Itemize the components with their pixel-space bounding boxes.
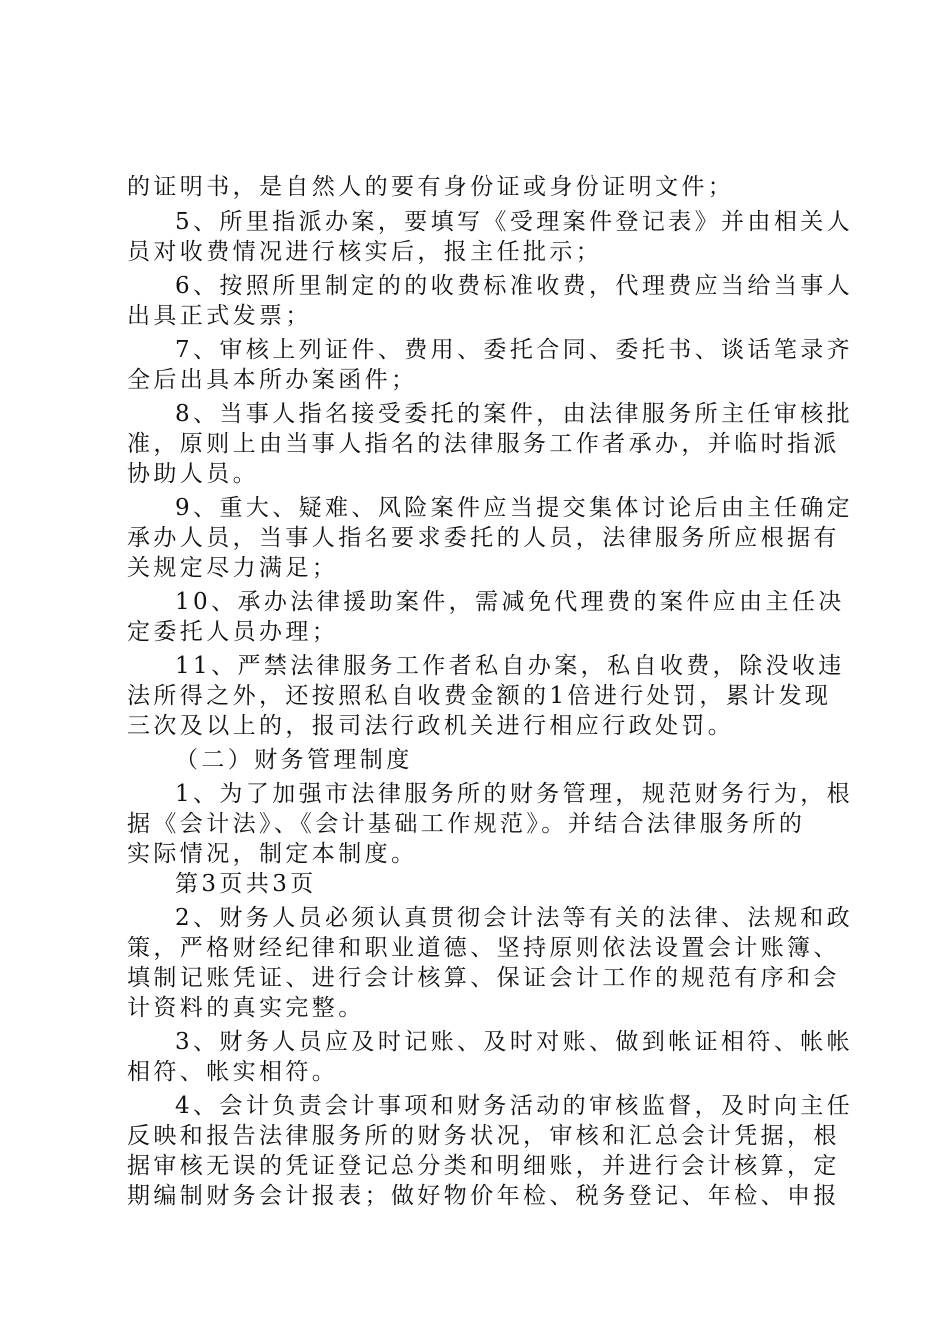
text-line: 7、审核上列证件、费用、委托合同、委托书、谈话笔录齐 (175, 337, 854, 363)
text-line: 的证明书，是自然人的要有身份证或身份证明文件； (127, 174, 735, 200)
text-line: 三次及以上的，报司法行政机关进行相应行政处罚。 (127, 713, 735, 739)
text-line: 计资料的真实完整。 (127, 995, 365, 1021)
text-line: 全后出具本所办案函件； (127, 367, 418, 393)
text-line: 法所得之外，还按照私自收费金额的1倍进行处罚，累计发现 (127, 683, 832, 709)
text-line: 2、财务人员必须认真贯彻会计法等有关的法律、法规和政 (175, 905, 854, 931)
text-line: 5、所里指派办案，要填写《受理案件登记表》并由相关人 (175, 209, 854, 235)
text-line: 员对收费情况进行核实后，报主任批示； (127, 239, 603, 265)
text-line: 据审核无误的凭证登记总分类和明细账，并进行会计核算，定 (127, 1153, 840, 1179)
text-line: 1、为了加强市法律服务所的财务管理，规范财务行为，根 (175, 781, 854, 807)
text-line: 6、按照所里制定的的收费标准收费，代理费应当给当事人 (175, 273, 854, 299)
text-line: 承办人员，当事人指名要求委托的人员，法律服务所应根据有 (127, 525, 840, 551)
text-line: 11、严禁法律服务工作者私自办案，私自收费，除没收违 (175, 653, 845, 679)
text-line: 填制记账凭证、进行会计核算、保证会计工作的规范有序和会 (127, 965, 840, 991)
text-line: 10、承办法律援助案件，需减免代理费的案件应由主任决 (175, 589, 845, 615)
text-line: 4、会计负责会计事项和财务活动的审核监督，及时向主任 (175, 1093, 854, 1119)
text-line: 实际情况，制定本制度。 (127, 841, 418, 867)
text-line: 反映和报告法律服务所的财务状况，审核和汇总会计凭据，根 (127, 1123, 840, 1149)
text-line: 3、财务人员应及时记账、及时对账、做到帐证相符、帐帐 (175, 1029, 854, 1055)
page-number: 第3页共3页 (175, 871, 317, 897)
text-line: 据《会计法》、《会计基础工作规范》。并结合法律服务所的 (127, 811, 806, 837)
text-line: 准，原则上由当事人指名的法律服务工作者承办，并临时指派 (127, 431, 840, 457)
text-line: 策，严格财经纪律和职业道德、坚持原则依法设置会计账簿、 (127, 935, 840, 961)
text-line: 8、当事人指名接受委托的案件，由法律服务所主任审核批 (175, 401, 854, 427)
text-line: 定委托人员办理； (127, 619, 339, 645)
text-line: 关规定尽力满足； (127, 555, 339, 581)
text-line: 期编制财务会计报表；做好物价年检、税务登记、年检、申报 (127, 1183, 840, 1209)
text-line: 9、重大、疑难、风险案件应当提交集体讨论后由主任确定 (175, 495, 854, 521)
section-heading: （二）财务管理制度 (175, 747, 413, 773)
text-line: 出具正式发票； (127, 303, 312, 329)
text-line: 相符、帐实相符。 (127, 1059, 339, 1085)
text-line: 协助人员。 (127, 461, 259, 487)
